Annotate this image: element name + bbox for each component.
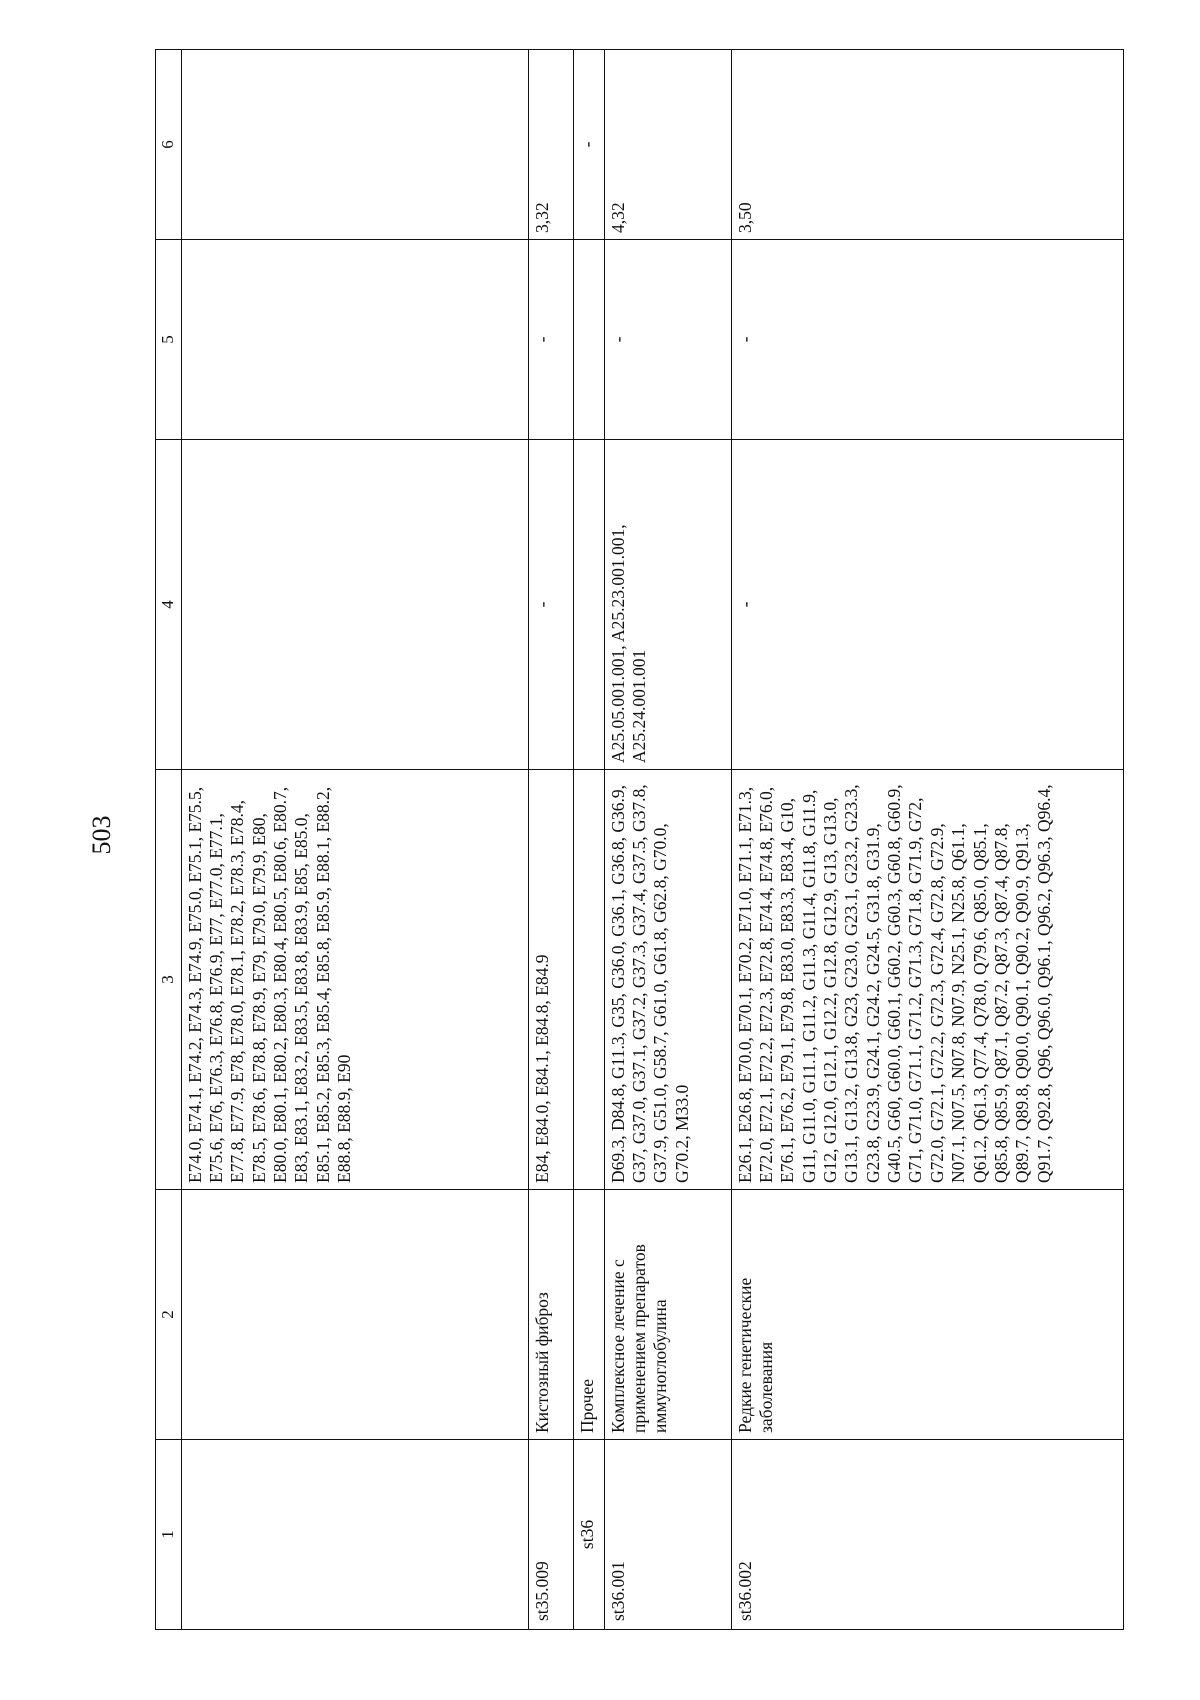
column-header-6: 6 [156, 50, 182, 240]
table-row [731, 50, 1123, 1630]
cell-icd-codes: E84, E84.0, E84.1, E84.8, E84.9 [528, 770, 573, 1190]
cell-coefficient: 3,50 [731, 50, 1123, 240]
cell-code: st36.002 [731, 1440, 1123, 1630]
cell-code: st35.009 [528, 1440, 573, 1630]
cell-name: Прочее [573, 1190, 604, 1440]
cell-services [573, 440, 604, 770]
cell-name: Кистозный фиброз [528, 1190, 573, 1440]
table-row [528, 50, 573, 1630]
cell-services: - [528, 440, 573, 770]
header-row [156, 50, 182, 1630]
page-number: 503 [87, 815, 116, 855]
table-container [155, 50, 1105, 1630]
table-group-row [573, 50, 604, 1630]
table-row [604, 50, 731, 1630]
cell-col5 [573, 240, 604, 440]
rotated-table [155, 50, 1105, 1630]
cell-name: Комплексное лечение с применением препаратов иммуноглобулина [604, 1190, 731, 1440]
column-header-4: 4 [156, 440, 182, 770]
cell-coefficient: - [573, 50, 604, 240]
cell-code [181, 1440, 528, 1630]
cell-name: Редкие генетические заболевания [731, 1190, 1123, 1440]
column-header-3: 3 [156, 770, 182, 1190]
cell-code: st36 [573, 1440, 604, 1630]
cell-coefficient: 3,32 [528, 50, 573, 240]
cell-col5: - [528, 240, 573, 440]
cell-icd-codes: E26.1, E26.8, E70.0, E70.1, E70.2, E71.0, E71.1, E71.3, E72.0, E72.1, E72.2, E72.3, E72.8, E74.4, E74.8, E76.0, E76.1, E76.2, E79.1, E79.8, E83.0, E83.3, E83.4, G10, G11, G11.0, G11.1, G11.2, G11.3, G11.4, G11.8, G11.9, G12, G12.0, G12.1, G12.2, G12.8, G12.9, G13, G13.0, G13.1, G13.2, G13.8, G23, G23.0, G23.1, G23.2, G23.3, G23.8, G23.9, G24.1, G24.2, G24.5, G31.8, G31.9, G40.5, G60, G60.0, G60.1, G60.2, G60.3, G60.8, G60.9, G71, G71.0, G71.1, G71.2, G71.3, G71.8, G71.9, G72, G72.0, G72.1, G72.2, G72.3, G72.4, G72.8, G72.9, N07.1, N07.5, N07.8, N07.9, N25.1, N25.8, Q61.1, Q61.2, Q61.3, Q77.4, Q78.0, Q79.6, Q85.0, Q85.1, Q85.8, Q85.9, Q87.1, Q87.2, Q87.3, Q87.4, Q87.8, Q89.7, Q89.8, Q90.0, Q90.1, Q90.2, Q90.9, Q91.3, Q91.7, Q92.8, Q96, Q96.0, Q96.1, Q96.2, Q96.3, Q96.4, [731, 770, 1123, 1190]
cell-icd-codes [573, 770, 604, 1190]
cell-col5: - [731, 240, 1123, 440]
cell-col5 [181, 240, 528, 440]
column-header-2: 2 [156, 1190, 182, 1440]
cell-services [181, 440, 528, 770]
cell-services: - [731, 440, 1123, 770]
table-row [181, 50, 528, 1630]
cell-name [181, 1190, 528, 1440]
cell-icd-codes: D69.3, D84.8, G11.3, G35, G36.0, G36.1, G36.8, G36.9, G37, G37.0, G37.1, G37.2, G37.3, G37.4, G37.5, G37.8, G37.9, G51.0, G58.7, G61.0, G61.8, G62.8, G70.0, G70.2, M33.0 [604, 770, 731, 1190]
cell-code: st36.001 [604, 1440, 731, 1630]
tariff-table [155, 49, 1124, 1630]
column-header-5: 5 [156, 240, 182, 440]
cell-coefficient: 4,32 [604, 50, 731, 240]
column-header-1: 1 [156, 1440, 182, 1630]
cell-icd-codes: E74.0, E74.1, E74.2, E74.3, E74.9, E75.0, E75.1, E75.5, E75.6, E76, E76.3, E76.8, E76.9, E77, E77.0, E77.1, E77.8, E77.9, E78, E78.0, E78.1, E78.2, E78.3, E78.4, E78.5, E78.6, E78.8, E78.9, E79, E79.0, E79.9, E80, E80.0, E80.1, E80.2, E80.3, E80.4, E80.5, E80.6, E80.7, E83, E83.1, E83.2, E83.5, E83.8, E83.9, E85, E85.0, E85.1, E85.2, E85.3, E85.4, E85.8, E85.9, E88.1, E88.2, E88.8, E88.9, E90 [181, 770, 528, 1190]
cell-services: A25.05.001.001, A25.23.001.001, A25.24.001.001 [604, 440, 731, 770]
cell-col5: - [604, 240, 731, 440]
cell-coefficient [181, 50, 528, 240]
